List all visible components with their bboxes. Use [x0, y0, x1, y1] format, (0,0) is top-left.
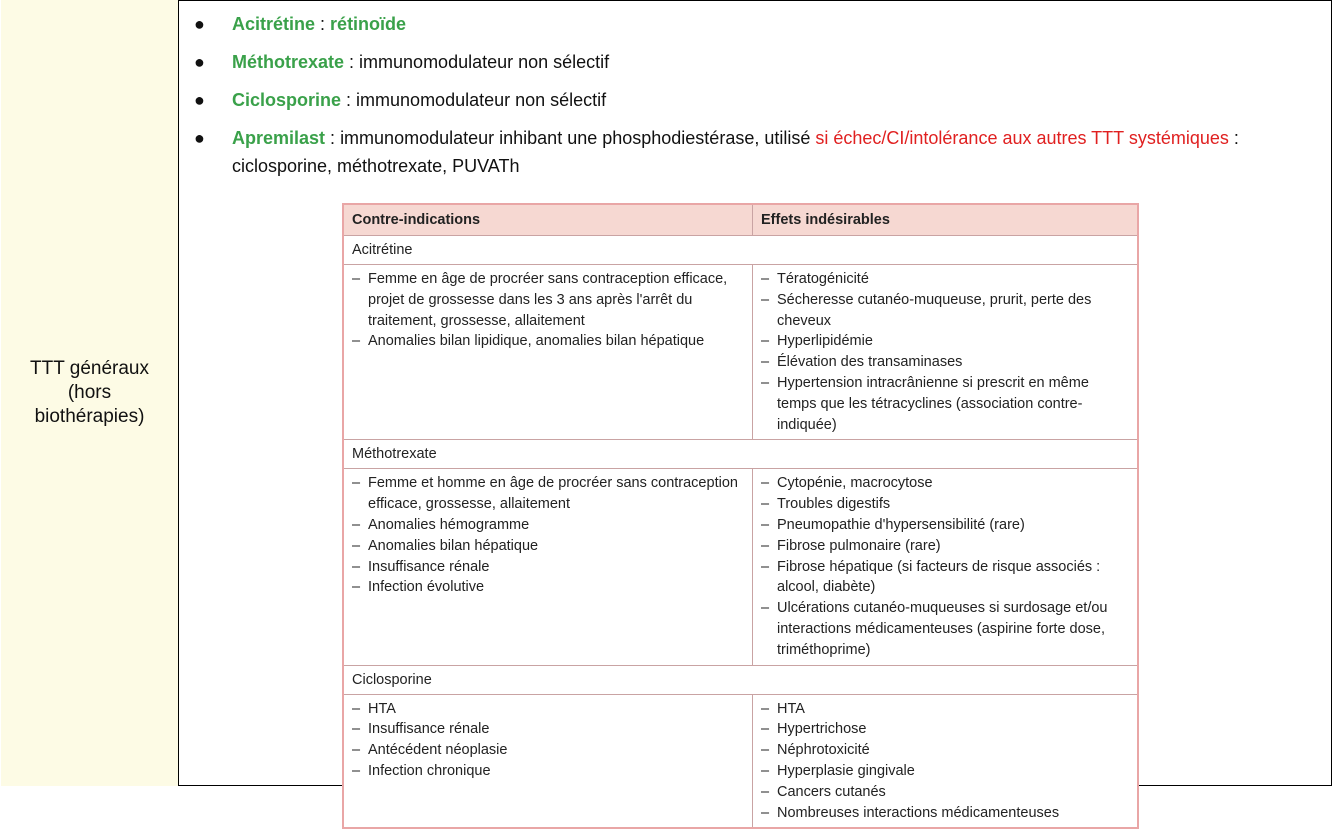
list-item: – Hypertension intracrânienne si prescrit en même temps que les tétracyclines (association contre-indiquée) — [761, 373, 1129, 435]
list-item: – Infection chronique — [352, 761, 744, 782]
ei-cell — [753, 265, 1138, 440]
list-item: – Infection évolutive — [352, 577, 744, 598]
list-item: – Anomalies bilan hépatique — [352, 536, 744, 557]
header-effets-indesirables: Effets indésirables — [753, 205, 1138, 236]
bullet-dot-icon: ● — [194, 90, 205, 110]
list-item: – Troubles digestifs — [761, 494, 1129, 515]
row-label: TTT généraux (hors biothérapies) — [30, 358, 149, 427]
bullet-dot-icon: ● — [194, 14, 205, 34]
list-item: – Hyperlipidémie — [761, 331, 1129, 352]
ei-cell — [753, 694, 1138, 827]
list-item: – Ulcérations cutanéo-muqueuses si surdosage et/ou interactions médicamenteuses (aspirine forte dose, triméthoprime) — [761, 598, 1129, 660]
ei-cell — [753, 469, 1138, 665]
list-item: – Insuffisance rénale — [352, 719, 744, 740]
section-ciclosporine: Ciclosporine — [344, 665, 1137, 694]
list-item: – Insuffisance rénale — [352, 557, 744, 578]
section-methotrexate: Méthotrexate — [344, 440, 1137, 469]
bullet-methotrexate: ● Méthotrexate : immunomodulateur non sélectif — [190, 48, 1310, 76]
list-item: – Nombreuses interactions médicamenteuses — [761, 803, 1129, 824]
contraindications-table — [342, 203, 1139, 829]
section-acitretine: Acitrétine — [344, 236, 1137, 265]
list-item: – Sécheresse cutanéo-muqueuse, prurit, perte des cheveux — [761, 290, 1129, 332]
ci-cell — [344, 469, 753, 665]
row-label-cell — [1, 0, 179, 786]
list-item: – Femme et homme en âge de procréer sans contraception efficace, grossesse, allaitement — [352, 473, 744, 515]
ci-cell — [344, 694, 753, 827]
bullet-dot-icon: ● — [194, 52, 205, 72]
list-item: – Femme en âge de procréer sans contraception efficace, projet de grossesse dans les 3 ans après l'arrêt du traitement, grossesse, allaitement — [352, 269, 744, 331]
bullet-acitretine: ● Acitrétine : rétinoïde — [190, 10, 1310, 38]
list-item: – Élévation des transaminases — [761, 352, 1129, 373]
list-item: – Cancers cutanés — [761, 782, 1129, 803]
list-item: – Pneumopathie d'hypersensibilité (rare) — [761, 515, 1129, 536]
list-item: – Fibrose pulmonaire (rare) — [761, 536, 1129, 557]
list-item: – Antécédent néoplasie — [352, 740, 744, 761]
list-item: – Hypertrichose — [761, 719, 1129, 740]
list-item: – Hyperplasie gingivale — [761, 761, 1129, 782]
list-item: – Fibrose hépatique (si facteurs de risque associés : alcool, diabète) — [761, 557, 1129, 599]
list-item: – Anomalies hémogramme — [352, 515, 744, 536]
treatment-bullet-list — [190, 10, 1310, 190]
list-item: – HTA — [352, 699, 744, 720]
list-item: – Anomalies bilan lipidique, anomalies bilan hépatique — [352, 331, 744, 352]
ci-cell — [344, 265, 753, 440]
list-item: – Néphrotoxicité — [761, 740, 1129, 761]
header-contre-indications: Contre-indications — [344, 205, 753, 236]
bullet-dot-icon: ● — [194, 128, 205, 148]
bullet-apremilast: ● Apremilast : immunomodulateur inhibant une phosphodiestérase, utilisé si échec/CI/intolérance aux autres TTT systémiques : ciclosporine, méthotrexate, PUVATh — [190, 124, 1310, 180]
bullet-ciclosporine: ● Ciclosporine : immunomodulateur non sélectif — [190, 86, 1310, 114]
list-item: – Tératogénicité — [761, 269, 1129, 290]
list-item: – Cytopénie, macrocytose — [761, 473, 1129, 494]
list-item: – HTA — [761, 699, 1129, 720]
